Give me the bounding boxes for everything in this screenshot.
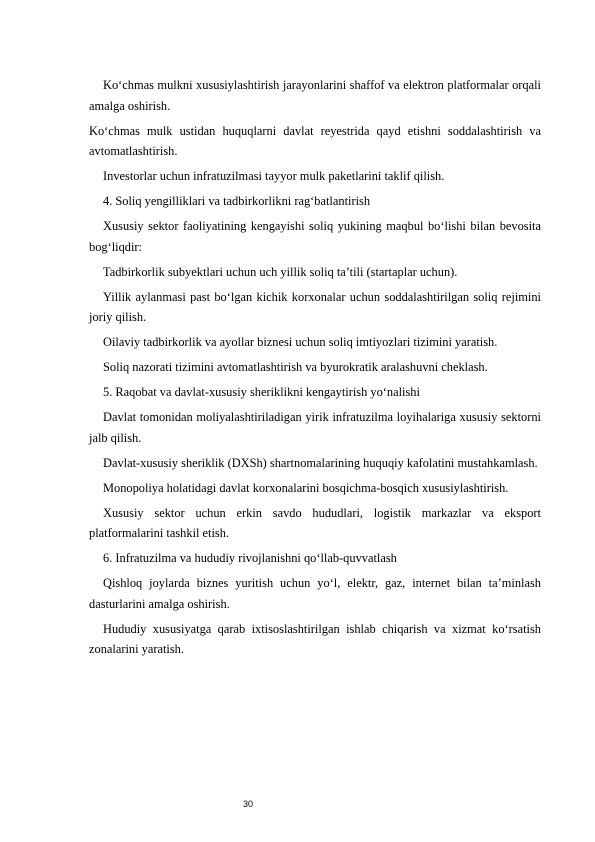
paragraph: Tadbirkorlik subyektlari uchun uch yillik soliq ta’tili (startaplar uchun). bbox=[103, 264, 458, 279]
paragraph: Yillik aylanmasi past bo‘lgan kichik korxonalar uchun soddalashtirilgan soliq rejimini joriy qilish. bbox=[89, 289, 541, 324]
section-heading: 6. Infratuzilma va hududiy rivojlanishni qo‘llab-quvvatlash bbox=[103, 551, 397, 565]
paragraph: Xususiy sektor uchun erkin savdo hududlari, logistik markazlar va eksport platformalarini tashkil etish. bbox=[89, 505, 541, 540]
paragraph: Hududiy xususiyatga qarab ixtisoslashtirilgan ishlab chiqarish va xizmat ko‘rsatish zonalarini yaratish. bbox=[89, 621, 541, 656]
paragraph: Oilaviy tadbirkorlik va ayollar biznesi uchun soliq imtiyozlari tizimini yaratish. bbox=[103, 335, 498, 349]
section-heading: 5. Raqobat va davlat-xususiy sheriklikni kengaytirish yo‘nalishi bbox=[103, 385, 420, 399]
paragraph: Ko‘chmas mulkni xususiylashtirish jarayonlarini shaffof va elektron platformalar orqali amalga oshirish. bbox=[89, 78, 541, 113]
section-heading: 4. Soliq yengilliklari va tadbirkorlikni rag‘batlantirish bbox=[103, 194, 371, 208]
paragraph: Davlat tomonidan moliyalashtiriladigan yirik infratuzilma loyihalariga xususiy sektorni jalb qilish. bbox=[89, 410, 541, 445]
paragraph: Xususiy sektor faoliyatining kengayishi soliq yukining maqbul bo‘lishi bilan bevosita bog‘liqdir: bbox=[89, 219, 541, 254]
paragraph: Monopoliya holatidagi davlat korxonalarini bosqichma-bosqich xususiylashtirish. bbox=[103, 480, 509, 495]
page-number: 30 bbox=[243, 799, 254, 809]
paragraph: Ko‘chmas mulk ustidan huquqlarni davlat reyestrida qayd etishni soddalashtirish va avtomatlashtirish. bbox=[89, 123, 541, 158]
paragraph: Qishloq joylarda biznes yuritish uchun yo‘l, elektr, gaz, internet bilan ta’minlash dasturlarini amalga oshirish. bbox=[89, 576, 541, 611]
paragraph: Soliq nazorati tizimini avtomatlashtirish va byurokratik aralashuvni cheklash. bbox=[103, 360, 488, 374]
paragraph: Investorlar uchun infratuzilmasi tayyor mulk paketlarini taklif qilish. bbox=[103, 169, 445, 183]
paragraph: Davlat-xususiy sheriklik (DXSh) shartnomalarining huquqiy kafolatini mustahkamlash. bbox=[103, 455, 538, 470]
document-body bbox=[89, 75, 541, 664]
